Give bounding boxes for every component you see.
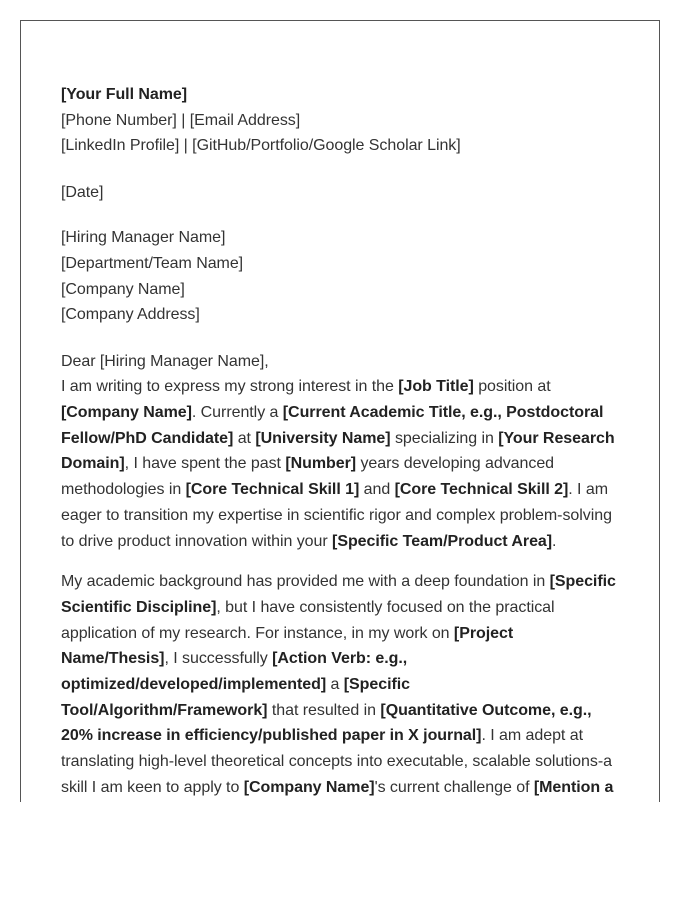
paragraph-line: skill I am keen to apply to [Company Name]'s current challenge of [Mention a <box>61 778 614 796</box>
paragraph-line: Name/Thesis], I successfully [Action Verb: e.g., <box>61 650 408 668</box>
sender-header <box>61 82 626 159</box>
sender-links: [LinkedIn Profile] | [GitHub/Portfolio/Google Scholar Link] <box>61 137 461 155</box>
recipient-block <box>61 225 626 328</box>
paragraph-line: methodologies in [Core Technical Skill 1] and [Core Technical Skill 2]. I am <box>61 481 608 499</box>
recipient-address: [Company Address] <box>61 306 200 324</box>
paragraph-line: optimized/developed/implemented] a [Specific <box>61 676 410 694</box>
paragraph-line: Scientific Discipline], but I have consistently focused on the practical <box>61 598 555 616</box>
paragraph-line: eager to transition my expertise in scientific rigor and complex problem-solving <box>61 506 612 524</box>
sender-name: [Your Full Name] <box>61 86 188 103</box>
paragraph-line: Domain], I have spent the past [Number] years developing advanced <box>61 455 555 473</box>
body-paragraph-1 <box>61 374 626 554</box>
body-paragraph-2 <box>61 569 626 800</box>
recipient-manager: [Hiring Manager Name] <box>61 229 226 247</box>
paragraph-line: application of my research. For instance, in my work on [Project <box>61 624 514 642</box>
paragraph-line: translating high-level theoretical concepts into executable, scalable solutions-a <box>61 753 612 771</box>
paragraph-line: [Company Name]. Currently a [Current Academic Title, e.g., Postdoctoral <box>61 404 604 422</box>
recipient-company: [Company Name] <box>61 280 185 298</box>
paragraph-line: My academic background has provided me with a deep foundation in [Specific <box>61 573 616 591</box>
letter-content <box>61 82 626 801</box>
paragraph-line: Tool/Algorithm/Framework] that resulted in [Quantitative Outcome, e.g., <box>61 701 592 719</box>
salutation: Dear [Hiring Manager Name], <box>61 352 269 370</box>
sender-contact: [Phone Number] | [Email Address] <box>61 111 301 129</box>
paragraph-line: to drive product innovation within your [Specific Team/Product Area]. <box>61 532 557 550</box>
paragraph-line: 20% increase in efficiency/published paper in X journal]. I am adept at <box>61 727 583 745</box>
letter-date: [Date] <box>61 183 104 201</box>
recipient-department: [Department/Team Name] <box>61 255 244 273</box>
paragraph-line: Fellow/PhD Candidate] at [University Name] specializing in [Your Research <box>61 429 615 447</box>
letter-page <box>20 20 660 802</box>
paragraph-line: I am writing to express my strong interest in the [Job Title] position at <box>61 378 551 396</box>
